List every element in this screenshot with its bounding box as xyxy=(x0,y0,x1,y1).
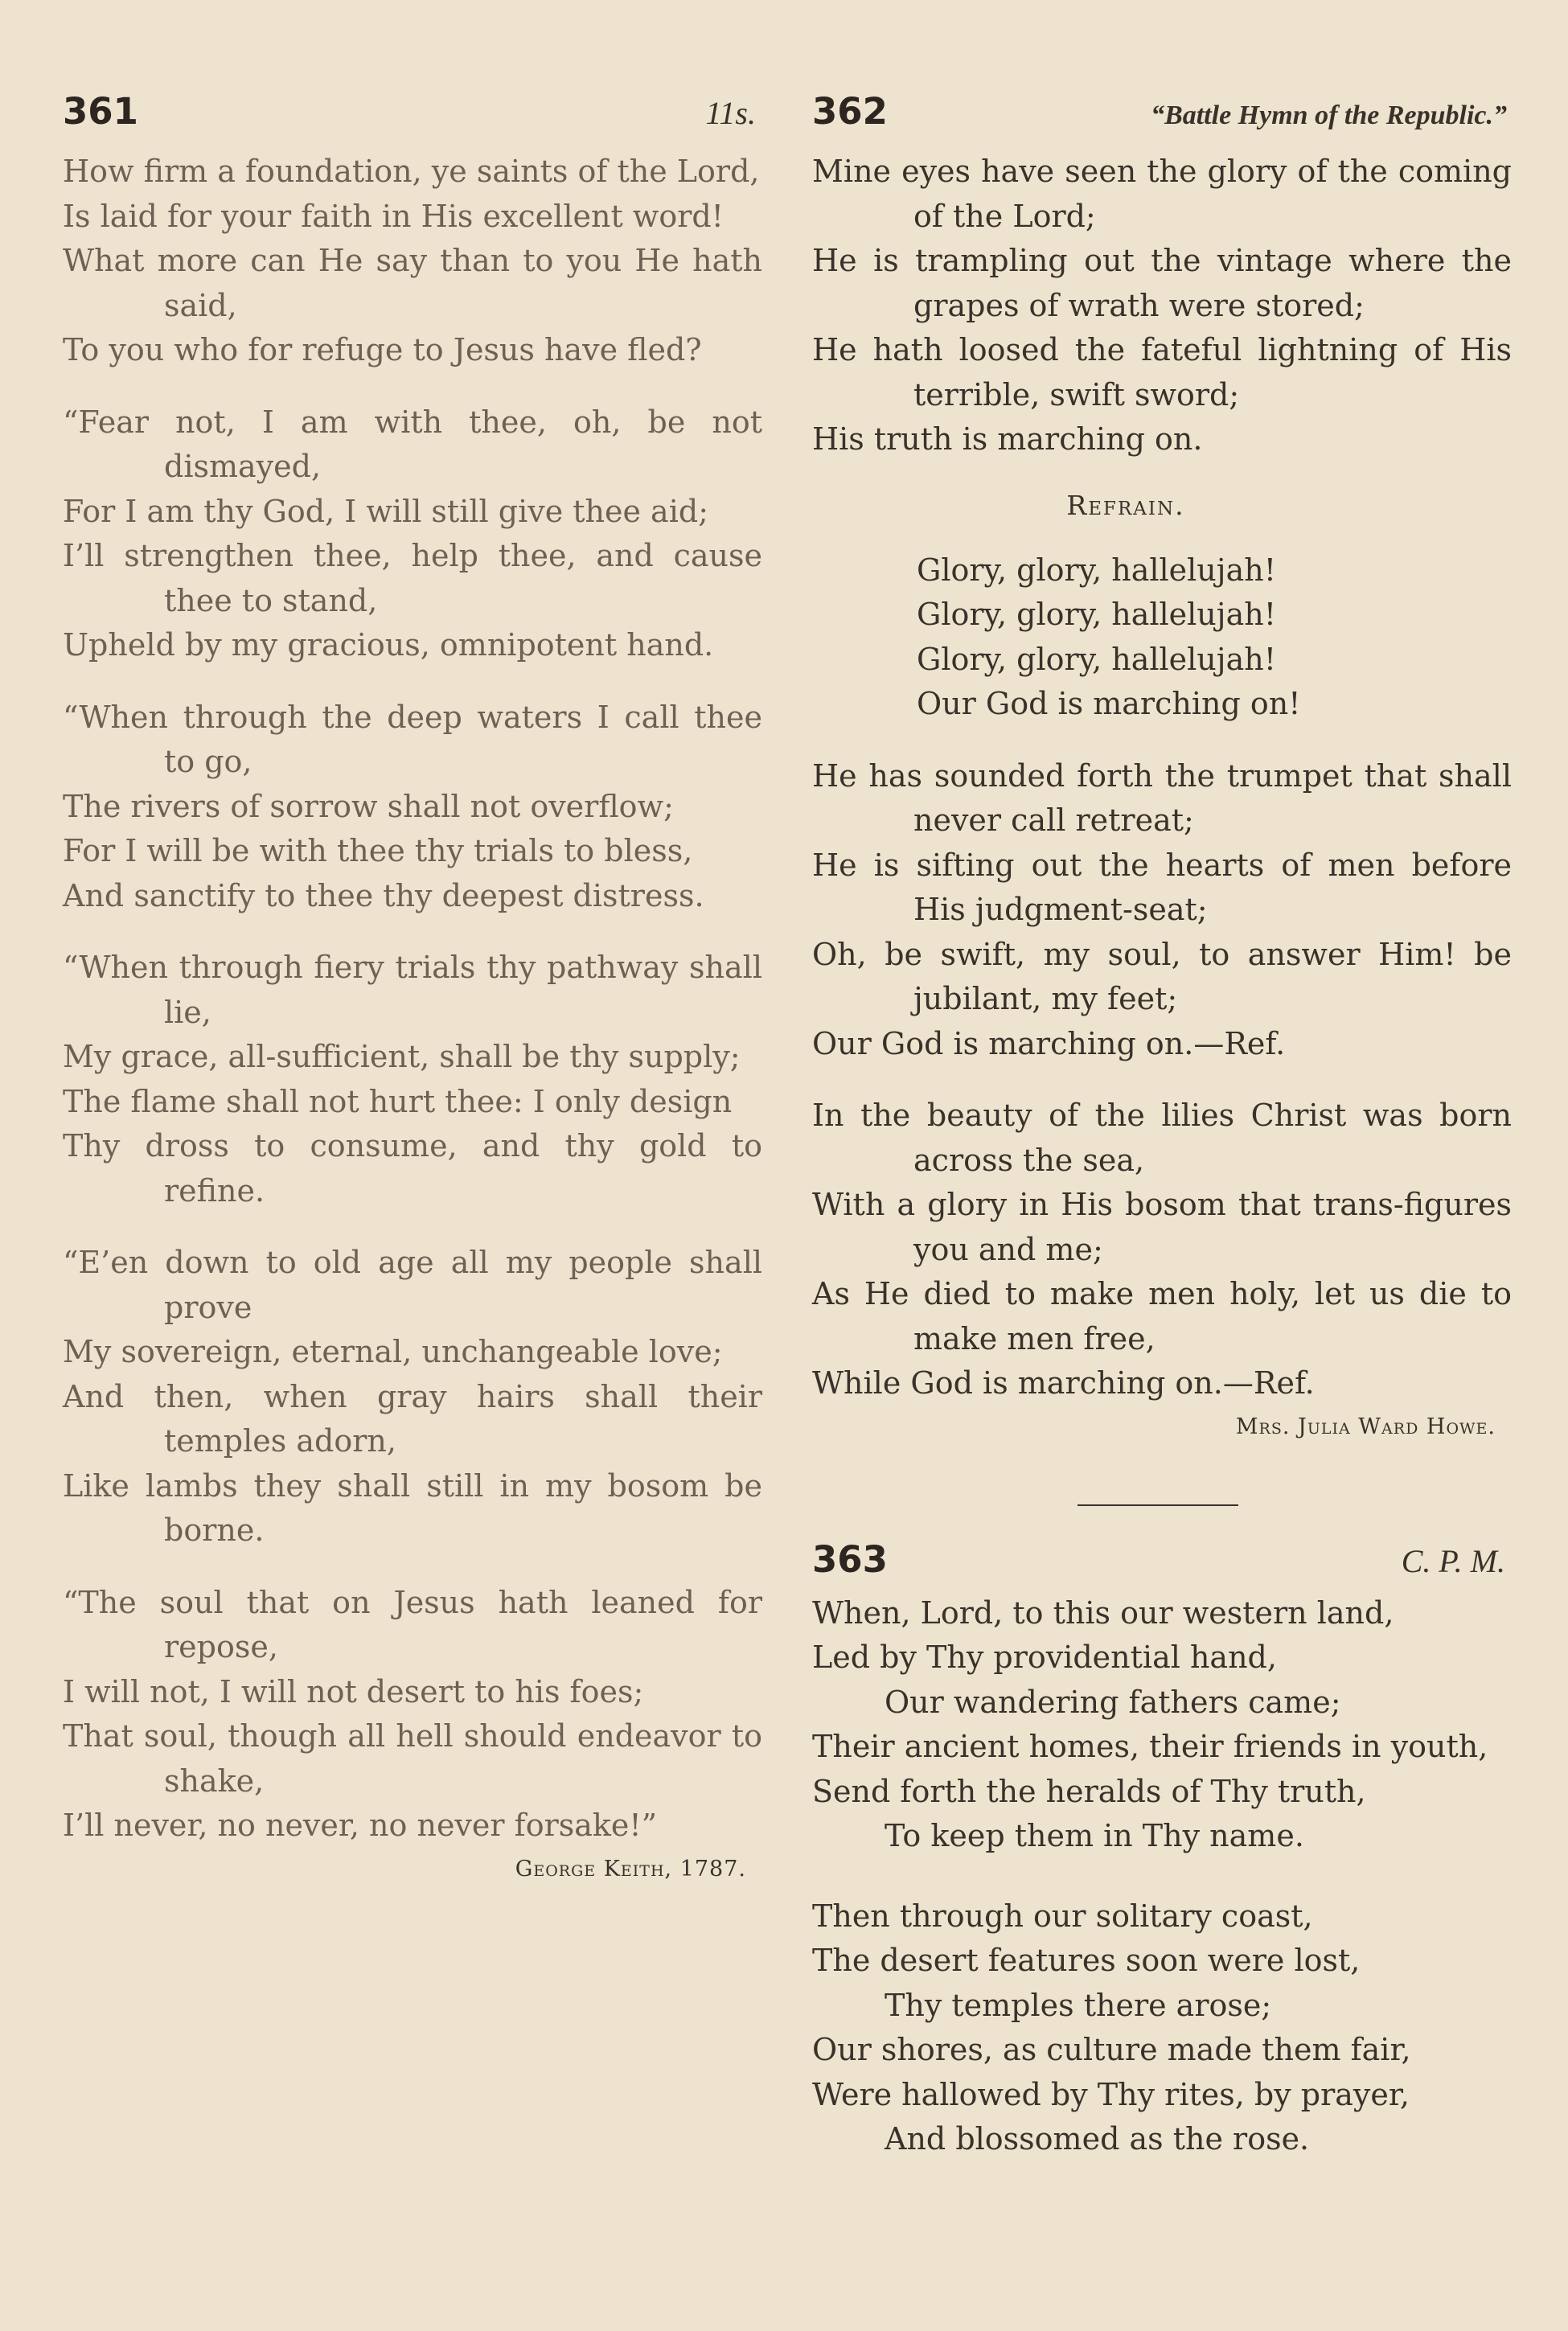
verse-line: As He died to make men holy, let us die to make men free, xyxy=(812,1276,1512,1356)
verse-line: How firm a foundation, ye saints of the Lord, xyxy=(63,154,760,189)
verse-line: The desert features soon were lost, xyxy=(812,1943,1361,1978)
hymn-title: “Battle Hymn of the Republic.” xyxy=(1151,101,1507,130)
verse-line: That soul, though all hell should endeavor to shake, xyxy=(63,1718,762,1799)
verse-line: To keep them in Thy name. xyxy=(885,1818,1304,1853)
stanza xyxy=(63,696,762,919)
author-credit: Mrs. Julia Ward Howe. xyxy=(1235,1414,1496,1439)
hymn-361-stanzas xyxy=(63,150,762,1849)
verse-line: In the beauty of the lilies Christ was born across the sea, xyxy=(812,1098,1512,1178)
verse-line: Were hallowed by Thy rites, by prayer, xyxy=(812,2076,1410,2112)
stanza xyxy=(812,1094,1512,1406)
stanza xyxy=(812,1894,1512,2162)
stanza xyxy=(63,946,762,1213)
verse-line: Send forth the heralds of Thy truth, xyxy=(812,1773,1366,1809)
verse-line: Their ancient homes, their friends in youth, xyxy=(812,1729,1488,1764)
verse-line: I’ll strengthen thee, help thee, and cause thee to stand, xyxy=(63,538,762,618)
verse-line: With a glory in His bosom that trans-figures you and me; xyxy=(812,1187,1512,1267)
verse-line: The flame shall not hurt thee: I only design xyxy=(63,1083,733,1119)
verse-line: I will not, I will not desert to his foes; xyxy=(63,1673,644,1709)
verse-line: “The soul that on Jesus hath leaned for repose, xyxy=(63,1584,762,1664)
verse-line: Our shores, as culture made them fair, xyxy=(812,2032,1411,2067)
stanza xyxy=(63,1581,762,1849)
verse-line: For I will be with thee thy trials to bless, xyxy=(63,833,693,868)
verse-line: He has sounded forth the trumpet that shall never call retreat; xyxy=(812,757,1512,838)
verse-line: For I am thy God, I will still give thee aid; xyxy=(63,493,708,529)
left-column xyxy=(63,90,762,1886)
verse-line: I’ll never, no never, no never forsake!” xyxy=(63,1808,658,1843)
verse-line: My grace, all-sufficient, shall be thy supply; xyxy=(63,1039,741,1074)
verse-line: “Fear not, I am with thee, oh, be not dismayed, xyxy=(63,404,762,484)
hymn-number: 363 xyxy=(812,1537,888,1581)
verse-line: And blossomed as the rose. xyxy=(885,2121,1310,2157)
stanza xyxy=(63,400,762,668)
verse-line: While God is marching on.—Ref. xyxy=(812,1365,1315,1401)
verse-line: Our God is marching on.—Ref. xyxy=(812,1025,1286,1061)
verse-line: What more can He say than to you He hath said, xyxy=(63,243,762,323)
verse-line: His truth is marching on. xyxy=(812,421,1203,457)
meter-label: C. P. M. xyxy=(1401,1542,1505,1579)
hymn-363-header xyxy=(812,1538,1512,1591)
verse-line: Led by Thy providential hand, xyxy=(812,1639,1277,1675)
verse-line: Upheld by my gracious, omnipotent hand. xyxy=(63,627,714,663)
stanza xyxy=(812,150,1512,462)
verse-line: Thy temples there arose; xyxy=(885,1987,1272,2023)
author-credit: George Keith, 1787. xyxy=(515,1856,746,1882)
verse-line: And then, when gray hairs shall their temples adorn, xyxy=(63,1378,762,1459)
verse-line: To you who for refuge to Jesus have fled? xyxy=(63,332,702,367)
verse-line: Is laid for your faith in His excellent word! xyxy=(63,198,724,234)
verse-line: He is trampling out the vintage where the grapes of wrath were stored; xyxy=(812,243,1512,323)
stanza xyxy=(812,754,1512,1067)
verse-line: Our God is marching on! xyxy=(917,686,1301,721)
verse-line: The rivers of sorrow shall not overflow; xyxy=(63,788,674,824)
verse-line: He hath loosed the fateful lightning of His terrible, swift sword; xyxy=(812,332,1512,412)
stanza xyxy=(63,150,762,373)
verse-line: Our wandering fathers came; xyxy=(885,1684,1341,1720)
refrain xyxy=(812,548,1512,727)
refrain-label: Refrain. xyxy=(1066,489,1185,521)
hymn-number: 361 xyxy=(63,90,138,133)
hymn-361-header xyxy=(63,90,762,150)
verse-line: Oh, be swift, my soul, to answer Him! be jubilant, my feet; xyxy=(812,936,1512,1016)
verse-line: Then through our solitary coast, xyxy=(812,1898,1313,1934)
hymn-number: 362 xyxy=(812,90,888,133)
verse-line: Glory, glory, hallelujah! xyxy=(917,597,1276,632)
verse-line: “When through the deep waters I call thee to go, xyxy=(63,699,762,779)
stanza xyxy=(812,1591,1512,1859)
verse-line: Glory, glory, hallelujah! xyxy=(917,552,1276,588)
verse-line: “When through fiery trials thy pathway shall lie, xyxy=(63,950,762,1030)
verse-line: And sanctify to thee thy deepest distress. xyxy=(63,877,704,913)
right-column xyxy=(812,90,1512,2189)
hymn-362-header xyxy=(812,90,1512,150)
verse-line: Thy dross to consume, and thy gold to refine. xyxy=(63,1128,762,1209)
stanza xyxy=(63,1241,762,1553)
verse-line: My sovereign, eternal, unchangeable love; xyxy=(63,1334,723,1369)
verse-line: Mine eyes have seen the glory of the coming of the Lord; xyxy=(812,154,1512,234)
verse-line: Like lambs they shall still in my bosom be borne. xyxy=(63,1467,762,1548)
divider xyxy=(1077,1504,1238,1506)
verse-line: He is sifting out the hearts of men before His judgment-seat; xyxy=(812,847,1512,927)
verse-line: Glory, glory, hallelujah! xyxy=(917,641,1276,677)
verse-line: “E’en down to old age all my people shall prove xyxy=(63,1245,762,1325)
meter-label: 11s. xyxy=(705,95,756,131)
verse-line: When, Lord, to this our western land, xyxy=(812,1594,1394,1631)
